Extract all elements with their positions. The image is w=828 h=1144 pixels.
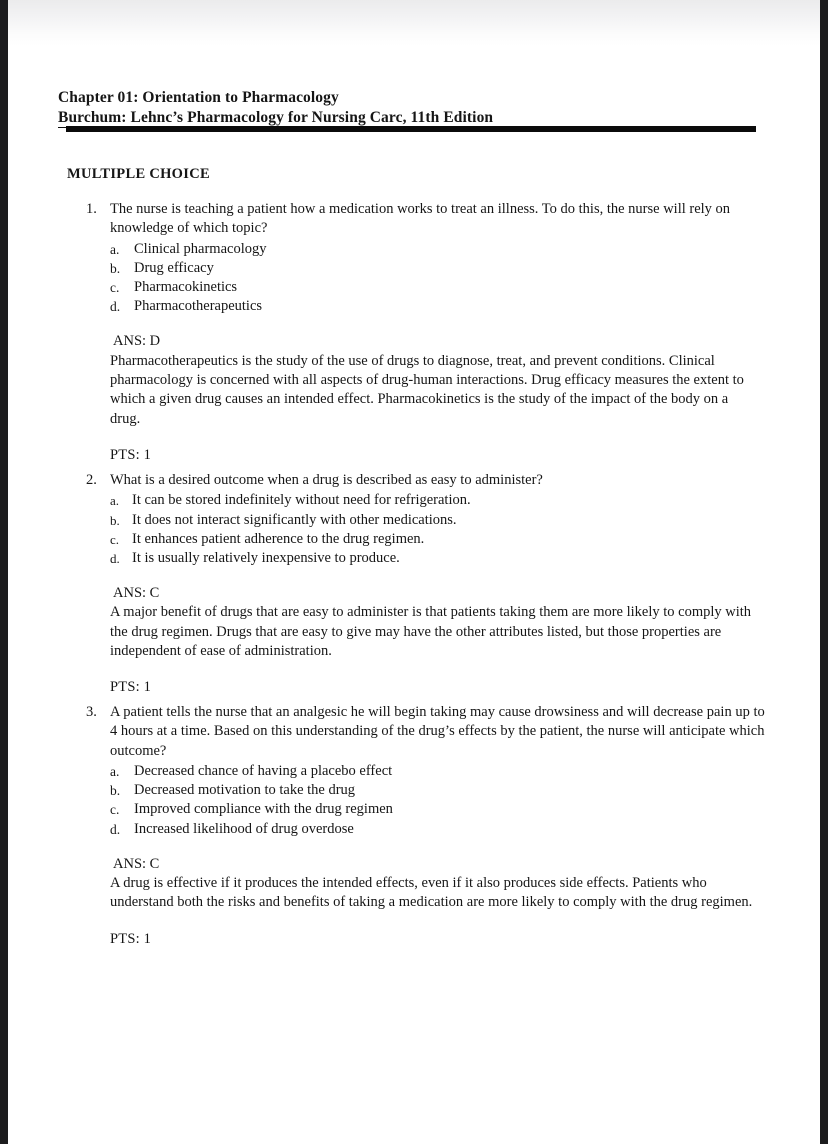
answer-label: ANS: D — [113, 333, 161, 350]
question-item — [8, 471, 820, 568]
points-line: PTS: 1 — [110, 679, 152, 696]
question-block-2 — [8, 471, 820, 698]
option-text: Drug efficacy — [134, 259, 214, 276]
points-line: PTS: 1 — [110, 930, 152, 947]
question-stem: What is a desired outcome when a drug is described as easy to administer? — [110, 472, 543, 488]
answer-block — [8, 332, 820, 428]
question-item — [8, 200, 820, 316]
option-text: Improved compliance with the drug regimen — [134, 801, 393, 818]
option-letter: d. — [110, 550, 120, 566]
option-b[interactable] — [110, 259, 765, 278]
document-header — [58, 88, 758, 128]
option-letter: b. — [110, 512, 120, 528]
chapter-title: Chapter 01: Orientation to Pharmacology — [58, 89, 339, 106]
option-text: It is usually relatively inexpensive to produce. — [132, 549, 400, 566]
option-letter: c. — [110, 802, 120, 818]
question-number: 2. — [86, 472, 97, 488]
option-letter: b. — [110, 783, 121, 799]
question-number: 3. — [86, 704, 97, 720]
question-item — [8, 703, 820, 839]
option-text: It can be stored indefinitely without need for refrigeration. — [132, 492, 471, 509]
option-list — [110, 491, 765, 568]
option-text: Clinical pharmacology — [134, 240, 267, 257]
answer-block — [8, 855, 820, 913]
option-list — [110, 240, 765, 317]
option-b[interactable] — [110, 781, 765, 800]
option-letter: c. — [110, 531, 120, 547]
option-a[interactable] — [110, 762, 765, 781]
header-divider-rule — [66, 126, 756, 132]
option-text: Decreased motivation to take the drug — [134, 782, 356, 799]
option-letter: b. — [110, 260, 121, 276]
option-letter: a. — [110, 493, 120, 509]
option-letter: d. — [110, 299, 121, 315]
answer-label: ANS: C — [113, 855, 160, 872]
option-text: Pharmacokinetics — [134, 279, 238, 295]
option-b[interactable] — [110, 511, 765, 530]
option-text: Decreased chance of having a placebo effect — [134, 762, 393, 779]
option-list — [110, 762, 765, 839]
question-stem: The nurse is teaching a patient how a medication works to treat an illness. To do this, the nurse will rely on knowledge of which topic? — [110, 201, 731, 237]
option-letter: a. — [110, 763, 120, 779]
option-letter: a. — [110, 241, 120, 257]
option-a[interactable] — [110, 240, 765, 259]
section-title: MULTIPLE CHOICE — [67, 166, 210, 182]
option-a[interactable] — [110, 491, 765, 510]
option-d[interactable] — [110, 297, 765, 316]
question-stem: A patient tells the nurse that an analgesic he will begin taking may cause drowsiness and will decrease pain up to 4 hours at a time. Based on this understanding of the drug’s effects by the patient, the nurse will anticipate which outcome? — [110, 704, 765, 759]
document-content — [8, 0, 820, 1144]
answer-rationale: A drug is effective if it produces the intended effects, even if it also produces side effects. Patients who understand both the risks and benefits of taking a medication are more likely to comply with the drug regimen. — [110, 875, 753, 911]
question-block-3 — [8, 703, 820, 949]
question-number: 1. — [86, 201, 97, 217]
option-c[interactable] — [110, 800, 765, 819]
option-letter: d. — [110, 821, 121, 837]
option-d[interactable] — [110, 549, 765, 568]
option-text: It does not interact significantly with other medications. — [132, 511, 457, 528]
option-letter: c. — [110, 280, 120, 295]
book-title: Burchum: Lehnc’s Pharmacology for Nursing Carc, 11th Edition — [58, 108, 493, 129]
answer-rationale: A major benefit of drugs that are easy to administer is that patients taking them are more likely to comply with the drug regimen. Drugs that are easy to give may have the other attributes listed, but those properties are independent of ease of administration. — [110, 604, 752, 659]
answer-label: ANS: C — [113, 585, 160, 602]
answer-rationale: Pharmacotherapeutics is the study of the use of drugs to diagnose, treat, and prevent conditions. Clinical pharmacology is concerned with all aspects of drug-human interactions. Drug efficacy measures the extent to which a given drug causes an intended effect. Pharmacokinetics is the study of the impact of the body on a drug. — [110, 352, 744, 427]
option-c[interactable] — [110, 278, 765, 297]
document-page — [8, 0, 820, 1144]
option-text: Pharmacotherapeutics — [134, 298, 263, 315]
question-block-1 — [8, 200, 820, 465]
answer-block — [8, 584, 820, 661]
option-text: It enhances patient adherence to the drug regimen. — [132, 530, 425, 547]
option-c[interactable] — [110, 530, 765, 549]
option-d[interactable] — [110, 820, 765, 839]
points-line: PTS: 1 — [110, 446, 152, 463]
option-text: Increased likelihood of drug overdose — [134, 820, 354, 837]
